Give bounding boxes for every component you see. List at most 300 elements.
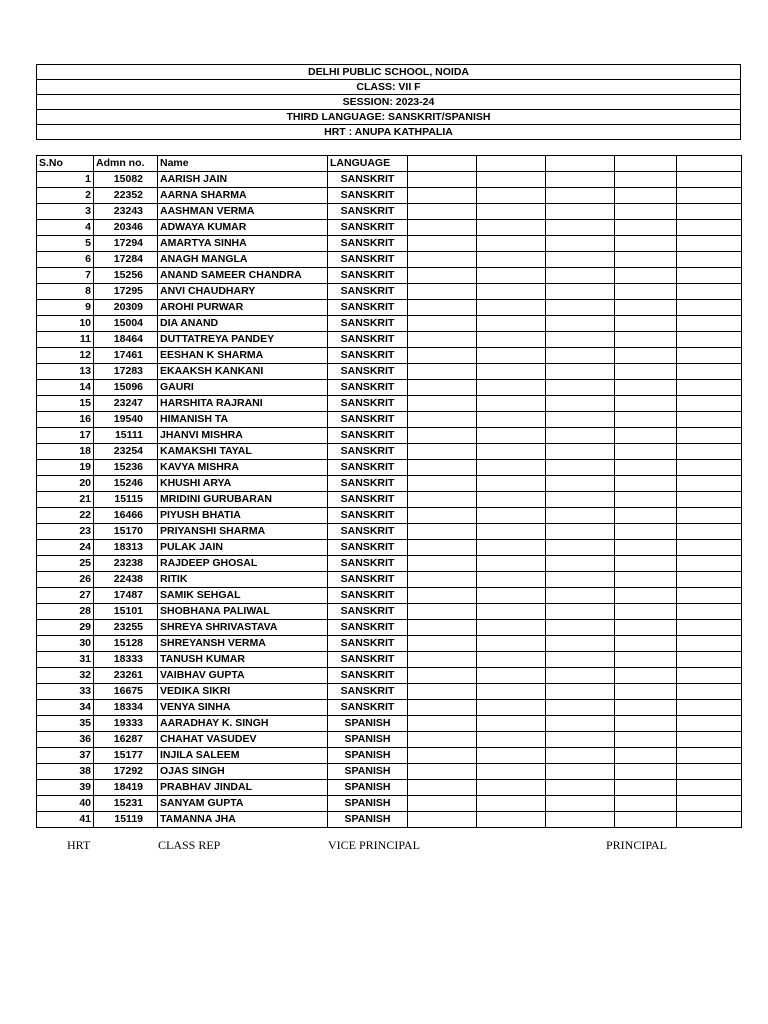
empty-cell — [546, 300, 615, 316]
serial-number-cell: 31 — [37, 652, 94, 668]
empty-cell — [408, 284, 477, 300]
column-header: Admn no. — [94, 156, 158, 172]
empty-cell — [408, 588, 477, 604]
empty-cell — [615, 268, 677, 284]
admission-number-cell: 22438 — [94, 572, 158, 588]
empty-cell — [408, 220, 477, 236]
admission-number-cell: 23238 — [94, 556, 158, 572]
empty-cell — [677, 268, 742, 284]
empty-cell — [615, 556, 677, 572]
table-row — [37, 188, 742, 204]
student-name-cell: GAURI — [158, 380, 328, 396]
empty-cell — [408, 204, 477, 220]
table-row — [37, 524, 742, 540]
table-row — [37, 732, 742, 748]
empty-cell — [408, 188, 477, 204]
language-cell: SPANISH — [328, 732, 408, 748]
student-name-cell: EKAAKSH KANKANI — [158, 364, 328, 380]
language-cell: SPANISH — [328, 780, 408, 796]
student-name-cell: MRIDINI GURUBARAN — [158, 492, 328, 508]
admission-number-cell: 23243 — [94, 204, 158, 220]
serial-number-cell: 5 — [37, 236, 94, 252]
admission-number-cell: 15128 — [94, 636, 158, 652]
table-row — [37, 668, 742, 684]
serial-number-cell: 4 — [37, 220, 94, 236]
empty-cell — [615, 460, 677, 476]
empty-cell — [477, 412, 546, 428]
admission-number-cell: 15170 — [94, 524, 158, 540]
serial-number-cell: 34 — [37, 700, 94, 716]
admission-number-cell: 15119 — [94, 812, 158, 828]
empty-cell — [408, 764, 477, 780]
admission-number-cell: 16466 — [94, 508, 158, 524]
empty-cell — [477, 364, 546, 380]
language-cell: SANSKRIT — [328, 700, 408, 716]
admission-number-cell: 17294 — [94, 236, 158, 252]
empty-cell — [408, 604, 477, 620]
empty-cell — [677, 316, 742, 332]
empty-cell — [546, 796, 615, 812]
signature-line — [0, 838, 768, 856]
table-row — [37, 428, 742, 444]
empty-cell — [615, 780, 677, 796]
empty-cell — [408, 556, 477, 572]
table-row — [37, 796, 742, 812]
empty-cell — [677, 300, 742, 316]
empty-cell — [408, 300, 477, 316]
table-row — [37, 508, 742, 524]
empty-cell — [546, 428, 615, 444]
serial-number-cell: 37 — [37, 748, 94, 764]
serial-number-cell: 30 — [37, 636, 94, 652]
empty-cell — [615, 524, 677, 540]
empty-cell — [546, 396, 615, 412]
serial-number-cell: 26 — [37, 572, 94, 588]
serial-number-cell: 39 — [37, 780, 94, 796]
table-row — [37, 764, 742, 780]
language-cell: SANSKRIT — [328, 236, 408, 252]
empty-cell — [477, 572, 546, 588]
language-cell: SANSKRIT — [328, 508, 408, 524]
serial-number-cell: 16 — [37, 412, 94, 428]
empty-cell — [615, 380, 677, 396]
empty-cell — [546, 572, 615, 588]
principal-signature-label: PRINCIPAL — [606, 838, 667, 852]
empty-cell — [546, 252, 615, 268]
empty-cell — [615, 620, 677, 636]
student-name-cell: ANVI CHAUDHARY — [158, 284, 328, 300]
serial-number-cell: 35 — [37, 716, 94, 732]
hrt-signature-label: HRT — [67, 838, 91, 852]
class-label: CLASS: VII F — [37, 80, 741, 95]
empty-cell — [615, 572, 677, 588]
serial-number-cell: 22 — [37, 508, 94, 524]
student-name-cell: AARADHAY K. SINGH — [158, 716, 328, 732]
language-cell: SANSKRIT — [328, 524, 408, 540]
empty-cell — [408, 460, 477, 476]
empty-cell — [677, 732, 742, 748]
empty-cell — [546, 332, 615, 348]
language-cell: SANSKRIT — [328, 572, 408, 588]
serial-number-cell: 24 — [37, 540, 94, 556]
serial-number-cell: 32 — [37, 668, 94, 684]
empty-cell — [677, 396, 742, 412]
empty-cell — [477, 604, 546, 620]
empty-cell — [677, 348, 742, 364]
empty-cell — [546, 508, 615, 524]
empty-cell — [546, 684, 615, 700]
table-header-row — [37, 156, 742, 172]
serial-number-cell: 41 — [37, 812, 94, 828]
empty-cell — [615, 508, 677, 524]
student-name-cell: CHAHAT VASUDEV — [158, 732, 328, 748]
admission-number-cell: 18334 — [94, 700, 158, 716]
student-name-cell: ANAND SAMEER CHANDRA — [158, 268, 328, 284]
admission-number-cell: 23254 — [94, 444, 158, 460]
empty-cell — [408, 508, 477, 524]
admission-number-cell: 15177 — [94, 748, 158, 764]
empty-cell — [477, 540, 546, 556]
serial-number-cell: 28 — [37, 604, 94, 620]
student-name-cell: OJAS SINGH — [158, 764, 328, 780]
empty-cell — [546, 780, 615, 796]
empty-cell — [677, 380, 742, 396]
student-name-cell: RITIK — [158, 572, 328, 588]
empty-cell — [546, 492, 615, 508]
serial-number-cell: 36 — [37, 732, 94, 748]
empty-cell — [546, 700, 615, 716]
empty-cell — [546, 316, 615, 332]
serial-number-cell: 29 — [37, 620, 94, 636]
table-row — [37, 748, 742, 764]
student-name-cell: SANYAM GUPTA — [158, 796, 328, 812]
language-cell: SANSKRIT — [328, 300, 408, 316]
serial-number-cell: 13 — [37, 364, 94, 380]
empty-cell — [546, 748, 615, 764]
empty-cell — [677, 412, 742, 428]
student-name-cell: HARSHITA RAJRANI — [158, 396, 328, 412]
serial-number-cell: 7 — [37, 268, 94, 284]
empty-cell — [477, 508, 546, 524]
table-row — [37, 412, 742, 428]
empty-cell — [615, 812, 677, 828]
empty-cell — [615, 444, 677, 460]
language-cell: SPANISH — [328, 812, 408, 828]
empty-cell — [408, 732, 477, 748]
serial-number-cell: 20 — [37, 476, 94, 492]
student-name-cell: JHANVI MISHRA — [158, 428, 328, 444]
language-cell: SANSKRIT — [328, 252, 408, 268]
empty-cell — [408, 540, 477, 556]
student-name-cell: KAVYA MISHRA — [158, 460, 328, 476]
admission-number-cell: 15236 — [94, 460, 158, 476]
language-cell: SANSKRIT — [328, 348, 408, 364]
student-name-cell: PULAK JAIN — [158, 540, 328, 556]
student-roster-table — [36, 155, 742, 828]
empty-cell — [546, 348, 615, 364]
table-row — [37, 540, 742, 556]
student-name-cell: TANUSH KUMAR — [158, 652, 328, 668]
empty-cell — [546, 764, 615, 780]
empty-cell — [408, 524, 477, 540]
admission-number-cell: 15246 — [94, 476, 158, 492]
admission-number-cell: 23247 — [94, 396, 158, 412]
empty-cell — [677, 540, 742, 556]
empty-cell — [615, 748, 677, 764]
serial-number-cell: 33 — [37, 684, 94, 700]
student-name-cell: PRIYANSHI SHARMA — [158, 524, 328, 540]
table-row — [37, 604, 742, 620]
empty-cell — [677, 284, 742, 300]
language-cell: SANSKRIT — [328, 396, 408, 412]
table-row — [37, 300, 742, 316]
empty-cell — [615, 604, 677, 620]
empty-cell — [615, 668, 677, 684]
empty-cell — [677, 764, 742, 780]
language-cell: SANSKRIT — [328, 364, 408, 380]
empty-cell — [477, 620, 546, 636]
language-cell: SANSKRIT — [328, 412, 408, 428]
empty-cell — [677, 252, 742, 268]
empty-cell — [546, 476, 615, 492]
admission-number-cell: 17284 — [94, 252, 158, 268]
empty-cell — [477, 476, 546, 492]
empty-cell — [477, 764, 546, 780]
serial-number-cell: 27 — [37, 588, 94, 604]
serial-number-cell: 19 — [37, 460, 94, 476]
empty-cell — [615, 716, 677, 732]
admission-number-cell: 20309 — [94, 300, 158, 316]
empty-cell — [677, 364, 742, 380]
empty-cell — [408, 348, 477, 364]
admission-number-cell: 15231 — [94, 796, 158, 812]
empty-cell — [408, 652, 477, 668]
table-row — [37, 460, 742, 476]
admission-number-cell: 17461 — [94, 348, 158, 364]
empty-cell — [677, 476, 742, 492]
serial-number-cell: 21 — [37, 492, 94, 508]
empty-cell — [615, 348, 677, 364]
empty-cell — [677, 524, 742, 540]
language-cell: SANSKRIT — [328, 380, 408, 396]
column-header: LANGUAGE — [328, 156, 408, 172]
empty-cell — [677, 220, 742, 236]
empty-cell — [615, 300, 677, 316]
language-cell: SANSKRIT — [328, 636, 408, 652]
empty-cell — [477, 812, 546, 828]
empty-cell — [477, 588, 546, 604]
empty-cell — [615, 220, 677, 236]
empty-cell — [477, 492, 546, 508]
empty-cell — [546, 620, 615, 636]
student-name-cell: VENYA SINHA — [158, 700, 328, 716]
empty-cell — [408, 476, 477, 492]
student-name-cell: TAMANNA JHA — [158, 812, 328, 828]
empty-cell — [677, 172, 742, 188]
student-name-cell: ADWAYA KUMAR — [158, 220, 328, 236]
admission-number-cell: 17292 — [94, 764, 158, 780]
student-name-cell: VEDIKA SIKRI — [158, 684, 328, 700]
admission-number-cell: 16675 — [94, 684, 158, 700]
empty-cell — [477, 300, 546, 316]
student-name-cell: SHREYANSH VERMA — [158, 636, 328, 652]
table-row — [37, 348, 742, 364]
admission-number-cell: 18419 — [94, 780, 158, 796]
student-name-cell: AARISH JAIN — [158, 172, 328, 188]
empty-cell — [408, 572, 477, 588]
empty-cell — [677, 716, 742, 732]
empty-cell — [677, 508, 742, 524]
empty-cell — [477, 220, 546, 236]
empty-cell — [477, 428, 546, 444]
admission-number-cell: 15082 — [94, 172, 158, 188]
school-name: DELHI PUBLIC SCHOOL, NOIDA — [37, 65, 741, 80]
student-name-cell: SHOBHANA PALIWAL — [158, 604, 328, 620]
admission-number-cell: 22352 — [94, 188, 158, 204]
table-row — [37, 780, 742, 796]
serial-number-cell: 40 — [37, 796, 94, 812]
empty-cell — [546, 524, 615, 540]
table-row — [37, 236, 742, 252]
empty-cell — [677, 204, 742, 220]
serial-number-cell: 1 — [37, 172, 94, 188]
student-name-cell: DIA ANAND — [158, 316, 328, 332]
empty-cell — [677, 636, 742, 652]
language-cell: SANSKRIT — [328, 556, 408, 572]
admission-number-cell: 15256 — [94, 268, 158, 284]
empty-cell — [546, 444, 615, 460]
empty-cell — [546, 236, 615, 252]
empty-cell — [477, 748, 546, 764]
language-cell: SANSKRIT — [328, 284, 408, 300]
language-cell: SPANISH — [328, 716, 408, 732]
student-name-cell: VAIBHAV GUPTA — [158, 668, 328, 684]
student-name-cell: PIYUSH BHATIA — [158, 508, 328, 524]
table-row — [37, 252, 742, 268]
empty-cell — [546, 604, 615, 620]
empty-cell — [477, 460, 546, 476]
empty-cell — [408, 332, 477, 348]
table-row — [37, 316, 742, 332]
student-name-cell: DUTTATREYA PANDEY — [158, 332, 328, 348]
serial-number-cell: 25 — [37, 556, 94, 572]
table-row — [37, 716, 742, 732]
student-name-cell: EESHAN K SHARMA — [158, 348, 328, 364]
empty-cell — [477, 348, 546, 364]
student-name-cell: PRABHAV JINDAL — [158, 780, 328, 796]
table-row — [37, 284, 742, 300]
empty-cell — [477, 524, 546, 540]
empty-cell — [546, 284, 615, 300]
student-name-cell: AROHI PURWAR — [158, 300, 328, 316]
admission-number-cell: 15096 — [94, 380, 158, 396]
serial-number-cell: 15 — [37, 396, 94, 412]
empty-cell — [615, 396, 677, 412]
language-cell: SPANISH — [328, 764, 408, 780]
empty-cell — [477, 236, 546, 252]
empty-cell — [477, 796, 546, 812]
empty-cell — [477, 188, 546, 204]
empty-cell — [615, 732, 677, 748]
empty-cell — [677, 492, 742, 508]
empty-cell — [546, 380, 615, 396]
hrt-label: HRT : ANUPA KATHPALIA — [37, 125, 741, 140]
column-header: Name — [158, 156, 328, 172]
admission-number-cell: 16287 — [94, 732, 158, 748]
empty-cell — [546, 412, 615, 428]
table-row — [37, 172, 742, 188]
empty-cell — [546, 588, 615, 604]
empty-cell — [408, 668, 477, 684]
serial-number-cell: 3 — [37, 204, 94, 220]
header-block — [36, 64, 741, 140]
empty-cell — [546, 204, 615, 220]
serial-number-cell: 10 — [37, 316, 94, 332]
serial-number-cell: 11 — [37, 332, 94, 348]
empty-cell — [477, 444, 546, 460]
empty-cell — [677, 236, 742, 252]
empty-cell — [615, 188, 677, 204]
student-name-cell: RAJDEEP GHOSAL — [158, 556, 328, 572]
empty-cell — [546, 732, 615, 748]
empty-cell — [546, 172, 615, 188]
empty-cell — [546, 188, 615, 204]
empty-cell — [477, 684, 546, 700]
language-cell: SANSKRIT — [328, 492, 408, 508]
empty-cell — [677, 572, 742, 588]
serial-number-cell: 38 — [37, 764, 94, 780]
column-header — [477, 156, 546, 172]
column-header — [546, 156, 615, 172]
admission-number-cell: 23261 — [94, 668, 158, 684]
empty-cell — [408, 748, 477, 764]
empty-cell — [677, 780, 742, 796]
empty-cell — [677, 444, 742, 460]
column-header — [677, 156, 742, 172]
empty-cell — [477, 668, 546, 684]
student-name-cell: KAMAKSHI TAYAL — [158, 444, 328, 460]
empty-cell — [408, 396, 477, 412]
empty-cell — [477, 284, 546, 300]
empty-cell — [615, 700, 677, 716]
empty-cell — [677, 588, 742, 604]
empty-cell — [546, 668, 615, 684]
empty-cell — [408, 780, 477, 796]
serial-number-cell: 9 — [37, 300, 94, 316]
empty-cell — [615, 236, 677, 252]
empty-cell — [408, 236, 477, 252]
empty-cell — [546, 716, 615, 732]
admission-number-cell: 15101 — [94, 604, 158, 620]
admission-number-cell: 15115 — [94, 492, 158, 508]
admission-number-cell: 18313 — [94, 540, 158, 556]
student-name-cell: AMARTYA SINHA — [158, 236, 328, 252]
empty-cell — [677, 700, 742, 716]
table-row — [37, 268, 742, 284]
language-cell: SANSKRIT — [328, 652, 408, 668]
student-name-cell: INJILA SALEEM — [158, 748, 328, 764]
admission-number-cell: 18333 — [94, 652, 158, 668]
empty-cell — [615, 652, 677, 668]
table-row — [37, 364, 742, 380]
empty-cell — [546, 812, 615, 828]
empty-cell — [477, 380, 546, 396]
empty-cell — [677, 460, 742, 476]
empty-cell — [408, 172, 477, 188]
vice-principal-signature-label: VICE PRINCIPAL — [328, 838, 420, 852]
empty-cell — [677, 620, 742, 636]
session-label: SESSION: 2023-24 — [37, 95, 741, 110]
